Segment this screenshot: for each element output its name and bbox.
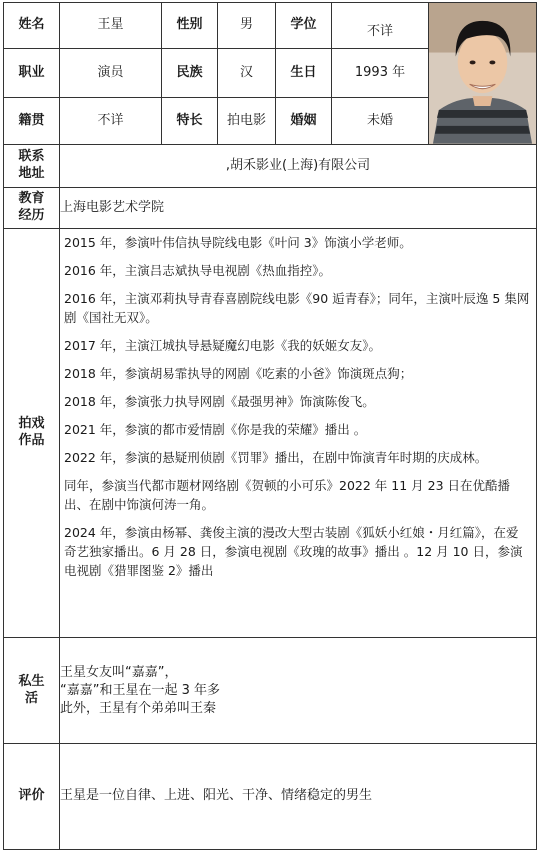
degree-label: 学位 bbox=[276, 3, 332, 49]
works-item: 2016 年，主演邓莉执导青春喜剧院线电影《90 逅青春》；同年，主演叶辰逸 5 集网剧《国社无双》。 bbox=[64, 291, 530, 325]
name-value: 王星 bbox=[60, 3, 162, 49]
row-education bbox=[4, 188, 537, 229]
row-works bbox=[4, 229, 537, 638]
job-label: 职业 bbox=[4, 49, 60, 98]
birth-label: 生日 bbox=[276, 49, 332, 98]
birth-value: 1993 年 bbox=[332, 49, 429, 98]
works-item: 2017 年，主演江城执导悬疑魔幻电影《我的妖姬女友》。 bbox=[64, 338, 382, 353]
row-evaluation bbox=[4, 744, 537, 850]
works-item: 2016 年，主演吕志斌执导电视剧《热血指控》。 bbox=[64, 263, 332, 278]
works-item: 2018 年，参演张力执导网剧《最强男神》饰演陈俊飞。 bbox=[64, 394, 375, 409]
ethnic-label: 民族 bbox=[162, 49, 218, 98]
name-label: 姓名 bbox=[4, 3, 60, 49]
resume-table bbox=[3, 2, 537, 850]
education-label bbox=[4, 188, 60, 229]
portrait-photo bbox=[429, 3, 537, 145]
portrait-image bbox=[429, 3, 536, 144]
gender-value: 男 bbox=[218, 3, 276, 49]
private-label-line2: 活 bbox=[24, 690, 38, 706]
skill-label: 特长 bbox=[162, 98, 218, 145]
works-item: 2021 年，参演的都市爱情剧《你是我的荣耀》播出 。 bbox=[64, 422, 367, 437]
private-lines bbox=[60, 638, 537, 744]
contact-label-line2: 地址 bbox=[18, 166, 45, 181]
works-item: 2024 年，参演由杨幂、龚俊主演的漫改大型古装剧《狐妖小红娘・月红篇》，在爱奇艺独家播出。6 月 28 日，参演电视剧《玫瑰的故事》播出 。12 月 10 日，参演电视剧《猎罪图鉴 2》播出 bbox=[64, 525, 523, 578]
native-value: 不详 bbox=[60, 98, 162, 145]
marriage-value: 未婚 bbox=[332, 98, 429, 145]
private-label bbox=[4, 638, 60, 744]
contact-label bbox=[4, 145, 60, 188]
education-label-line2: 经历 bbox=[18, 208, 45, 223]
degree-value: 不详 bbox=[332, 3, 429, 49]
works-item: 2022 年，参演的悬疑刑侦剧《罚罪》播出，在剧中饰演青年时期的庆成林。 bbox=[64, 450, 488, 465]
education-label-line1: 教育 bbox=[18, 191, 45, 207]
works-item: 同年，参演当代都市题材网络剧《贺顿的小可乐》2022 年 11 月 23 日在优酷播出、在剧中饰演何涛一角。 bbox=[64, 478, 510, 512]
row-contact bbox=[4, 145, 537, 188]
works-label bbox=[4, 229, 60, 638]
works-item: 2015 年，参演叶伟信执导院线电影《叶问 3》饰演小学老师。 bbox=[64, 235, 412, 250]
evaluation-label: 评价 bbox=[4, 744, 60, 850]
private-line: 王星女友叫“嘉嘉”， bbox=[60, 664, 178, 680]
contact-value: ,胡禾影业(上海)有限公司 bbox=[60, 145, 537, 188]
job-value: 演员 bbox=[60, 49, 162, 98]
works-item: 2018 年，参演胡易霏执导的网剧《吃素的小爸》饰演斑点狗； bbox=[64, 366, 413, 381]
private-label-line1: 私生 bbox=[18, 673, 45, 689]
works-list bbox=[60, 229, 537, 638]
ethnic-value: 汉 bbox=[218, 49, 276, 98]
native-label: 籍贯 bbox=[4, 98, 60, 145]
private-line: “嘉嘉”和王星在一起 3 年多 bbox=[60, 682, 221, 698]
education-value: 上海电影艺术学院 bbox=[60, 188, 537, 229]
marriage-label: 婚姻 bbox=[276, 98, 332, 145]
works-label-line2: 作品 bbox=[18, 433, 45, 448]
row-name bbox=[4, 3, 537, 49]
evaluation-value: 王星是一位自律、上进、阳光、干净、情绪稳定的男生 bbox=[60, 744, 537, 850]
skill-value: 拍电影 bbox=[218, 98, 276, 145]
gender-label: 性别 bbox=[162, 3, 218, 49]
works-label-line1: 拍戏 bbox=[18, 416, 45, 432]
private-line: 此外，王星有个弟弟叫王秦 bbox=[60, 700, 217, 716]
contact-label-line1: 联系 bbox=[18, 149, 45, 165]
row-private bbox=[4, 638, 537, 744]
